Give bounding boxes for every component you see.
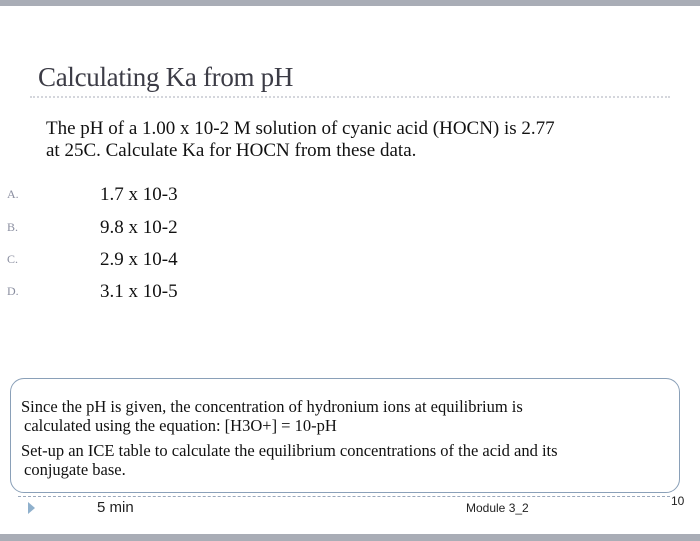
option-value: 1.7 x 10-3 xyxy=(100,184,178,205)
option-value: 3.1 x 10-5 xyxy=(100,281,178,302)
option-letter: D. xyxy=(7,284,19,298)
hint-line: calculated using the equation: [H3O+] = 10-pH xyxy=(24,416,337,435)
option-a[interactable] xyxy=(0,184,300,208)
option-letter: C. xyxy=(7,252,19,266)
question-text xyxy=(46,118,696,162)
footer-module: Module 3_2 xyxy=(466,501,529,515)
question-line-2: at 25C. Calculate Ka for HOCN from these data. xyxy=(46,140,417,161)
question-line-1: The pH of a 1.00 x 10-2 M solution of cyanic acid (HOCN) is 2.77 xyxy=(46,118,555,139)
footer-divider xyxy=(18,496,670,497)
top-bar xyxy=(0,0,700,6)
slide-title: Calculating Ka from pH xyxy=(38,62,294,92)
hint-box xyxy=(10,378,680,493)
option-letter: A. xyxy=(7,187,19,201)
hint-line: Set-up an ICE table to calculate the equilibrium concentrations of the acid and its xyxy=(21,441,558,460)
page-number: 10 xyxy=(671,494,685,508)
title-divider xyxy=(30,96,670,98)
hint-line: Since the pH is given, the concentration of hydronium ions at equilibrium is xyxy=(21,397,523,416)
play-triangle-icon xyxy=(28,502,35,514)
option-value: 9.8 x 10-2 xyxy=(100,217,178,238)
option-letter: B. xyxy=(7,220,19,234)
option-c[interactable] xyxy=(0,249,300,273)
bottom-bar xyxy=(0,534,700,541)
footer-time: 5 min xyxy=(97,499,134,516)
option-d[interactable] xyxy=(0,281,300,305)
hint-line: conjugate base. xyxy=(24,460,126,479)
option-b[interactable] xyxy=(0,217,300,241)
option-value: 2.9 x 10-4 xyxy=(100,249,178,270)
